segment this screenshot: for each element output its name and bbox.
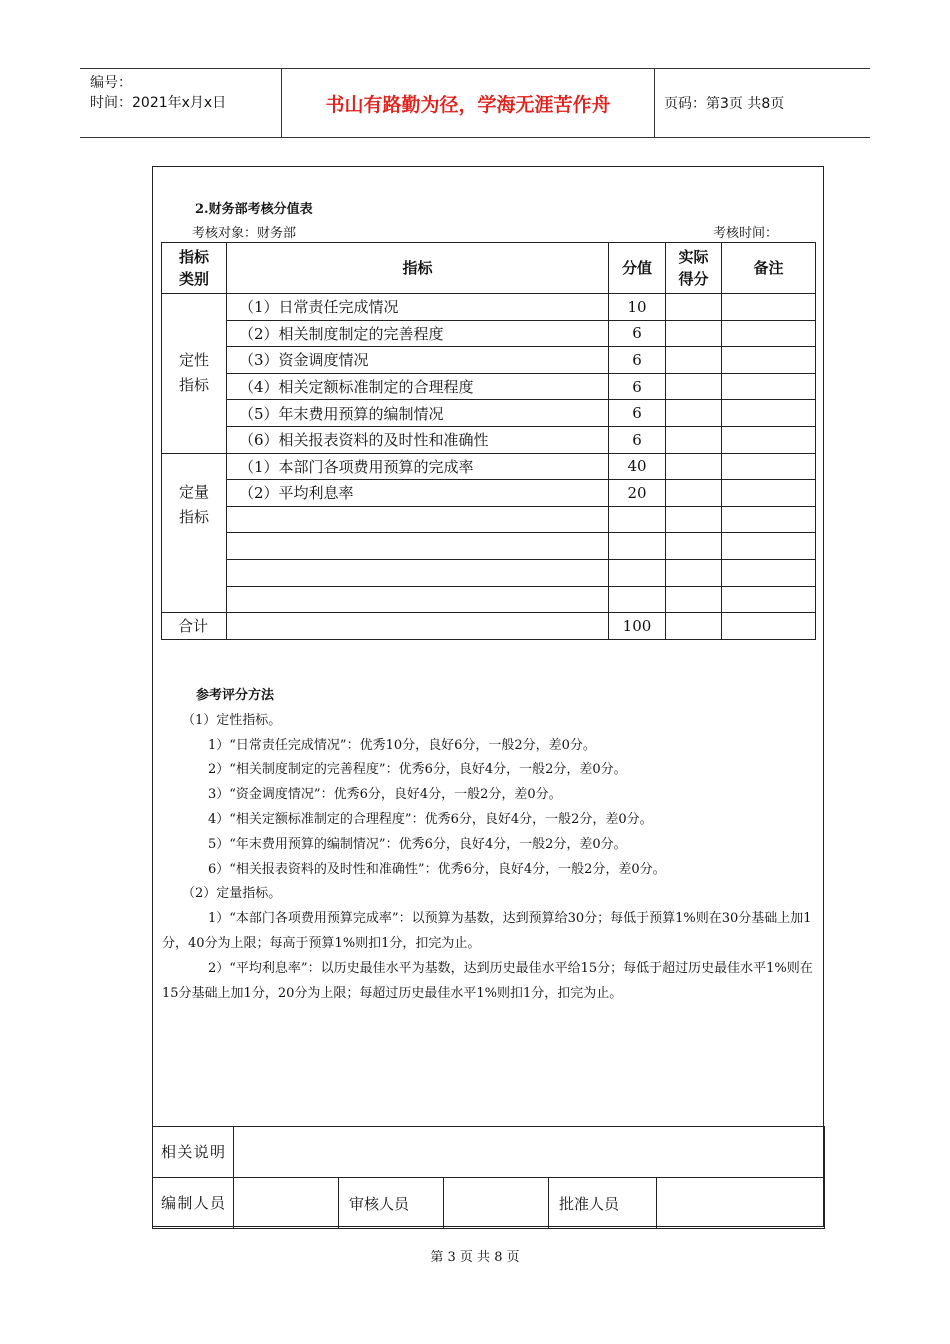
indicator-cell: （2）平均利息率: [227, 480, 609, 507]
score-cell: 6: [609, 320, 666, 347]
table-row: [162, 426, 816, 453]
total-indicator-cell: [227, 613, 609, 640]
method-paragraph: 1）“本部门各项费用预算完成率”：以预算为基数，达到预算给30分；每低于预算1%则在30分基础上加1分，40分为上限；每高于预算1%则扣1分，扣完为止。: [162, 911, 812, 951]
actual-score-cell[interactable]: [666, 347, 722, 374]
actual-score-cell[interactable]: [666, 294, 722, 321]
empty-cell[interactable]: [227, 586, 609, 613]
related-notes-row: [153, 1127, 825, 1178]
total-row: [162, 613, 816, 640]
header-page-info: 页码：第3页 共8页: [664, 96, 785, 112]
header-indicator: 指标: [227, 243, 609, 294]
empty-cell[interactable]: [609, 533, 666, 560]
header-category: 指标类别: [162, 243, 227, 294]
empty-cell[interactable]: [227, 506, 609, 533]
method-item: 1）“日常责任完成情况”：优秀10分，良好6分，一般2分，差0分。: [208, 737, 596, 753]
remark-cell[interactable]: [722, 347, 816, 374]
actual-score-cell[interactable]: [666, 426, 722, 453]
document-title: 2.财务部考核分值表: [195, 202, 313, 217]
remark-cell[interactable]: [722, 426, 816, 453]
empty-cell[interactable]: [609, 506, 666, 533]
indicator-cell: （2）相关制度制定的完善程度: [227, 320, 609, 347]
score-cell: 20: [609, 480, 666, 507]
score-table: [161, 242, 816, 640]
time-label: 时间：2021年x月x日: [90, 95, 227, 111]
indicator-cell: （3）资金调度情况: [227, 347, 609, 374]
scoring-method: [162, 684, 814, 1006]
empty-cell[interactable]: [722, 533, 816, 560]
header-divider: [654, 69, 655, 137]
preparer-label: 编制人员: [153, 1178, 234, 1229]
number-label: 编号：: [90, 75, 132, 91]
indicator-cell: （6）相关报表资料的及时性和准确性: [227, 426, 609, 453]
empty-cell[interactable]: [666, 586, 722, 613]
empty-cell[interactable]: [722, 506, 816, 533]
table-header-row: [162, 243, 816, 294]
assessment-time-label: 考核时间：: [713, 226, 779, 241]
actual-score-cell[interactable]: [666, 373, 722, 400]
method-item: 4）“相关定额标准制定的合理程度”：优秀6分，良好4分，一般2分，差0分。: [208, 811, 653, 827]
related-notes-label: 相关说明: [153, 1127, 234, 1178]
method-item: 3）“资金调度情况”：优秀6分，良好4分，一般2分，差0分。: [208, 787, 562, 803]
empty-cell[interactable]: [722, 559, 816, 586]
table-row: [162, 373, 816, 400]
total-remark-cell[interactable]: [722, 613, 816, 640]
table-row: [162, 453, 816, 480]
header-actual-score: 实际得分: [666, 243, 722, 294]
score-cell: 10: [609, 294, 666, 321]
empty-cell[interactable]: [609, 586, 666, 613]
qualitative-category: 定性指标: [162, 294, 227, 454]
actual-score-cell[interactable]: [666, 400, 722, 427]
table-row: [162, 320, 816, 347]
remark-cell[interactable]: [722, 320, 816, 347]
table-row: [162, 347, 816, 374]
remark-cell[interactable]: [722, 373, 816, 400]
page-header: [80, 68, 870, 138]
empty-row: [162, 559, 816, 586]
indicator-cell: （1）日常责任完成情况: [227, 294, 609, 321]
table-row: [162, 294, 816, 321]
signoff-table: [152, 1126, 825, 1229]
score-cell: 6: [609, 373, 666, 400]
page-footer: 第 3 页 共 8 页: [430, 1250, 520, 1265]
empty-cell[interactable]: [227, 533, 609, 560]
indicator-cell: （4）相关定额标准制定的合理程度: [227, 373, 609, 400]
reviewer-field[interactable]: [444, 1178, 549, 1229]
actual-score-cell[interactable]: [666, 320, 722, 347]
empty-row: [162, 586, 816, 613]
empty-cell[interactable]: [666, 506, 722, 533]
remark-cell[interactable]: [722, 294, 816, 321]
table-row: [162, 480, 816, 507]
empty-cell[interactable]: [227, 559, 609, 586]
empty-cell[interactable]: [722, 586, 816, 613]
reviewer-label: 审核人员: [339, 1178, 444, 1229]
method-title: 参考评分方法: [196, 688, 275, 703]
empty-row: [162, 506, 816, 533]
indicator-cell: （5）年末费用预算的编制情况: [227, 400, 609, 427]
score-cell: 6: [609, 347, 666, 374]
quantitative-category: 定量指标: [162, 453, 227, 613]
actual-score-cell[interactable]: [666, 453, 722, 480]
approver-label: 批准人员: [549, 1178, 657, 1229]
header-info: [90, 73, 226, 113]
empty-row: [162, 533, 816, 560]
empty-cell[interactable]: [666, 533, 722, 560]
header-score: 分值: [609, 243, 666, 294]
method-item: 6）“相关报表资料的及时性和准确性”：优秀6分，良好4分，一般2分，差0分。: [208, 861, 666, 877]
total-label: 合计: [162, 613, 227, 640]
score-cell: 40: [609, 453, 666, 480]
remark-cell[interactable]: [722, 453, 816, 480]
table-row: [162, 400, 816, 427]
signature-row: [153, 1178, 825, 1229]
preparer-field[interactable]: [234, 1178, 339, 1229]
method-paragraph: 2）“平均利息率”：以历史最佳水平为基数，达到历史最佳水平给15分；每低于超过历史最佳水平1%则在15分基础上加1分，20分为上限；每超过历史最佳水平1%则扣1分，扣完为止。: [162, 960, 813, 1001]
quantitative-heading: （2）定量指标。: [182, 886, 282, 902]
indicator-cell: （1）本部门各项费用预算的完成率: [227, 453, 609, 480]
remark-cell[interactable]: [722, 480, 816, 507]
score-cell: 6: [609, 400, 666, 427]
empty-cell[interactable]: [609, 559, 666, 586]
assessment-subject: 考核对象：财务部: [192, 226, 297, 241]
empty-cell[interactable]: [666, 559, 722, 586]
total-score: 100: [609, 613, 666, 640]
remark-cell[interactable]: [722, 400, 816, 427]
actual-score-cell[interactable]: [666, 480, 722, 507]
method-item: 2）“相关制度制定的完善程度”：优秀6分，良好4分，一般2分，差0分。: [208, 762, 627, 778]
approver-field[interactable]: [657, 1178, 825, 1229]
method-item: 5）“年末费用预算的编制情况”：优秀6分，良好4分，一般2分，差0分。: [208, 836, 627, 852]
header-slogan: 书山有路勤为径，学海无涯苦作舟: [325, 93, 611, 116]
total-actual-cell[interactable]: [666, 613, 722, 640]
score-cell: 6: [609, 426, 666, 453]
related-notes-field[interactable]: [234, 1127, 825, 1178]
header-remark: 备注: [722, 243, 816, 294]
qualitative-heading: （1）定性指标。: [182, 712, 282, 728]
